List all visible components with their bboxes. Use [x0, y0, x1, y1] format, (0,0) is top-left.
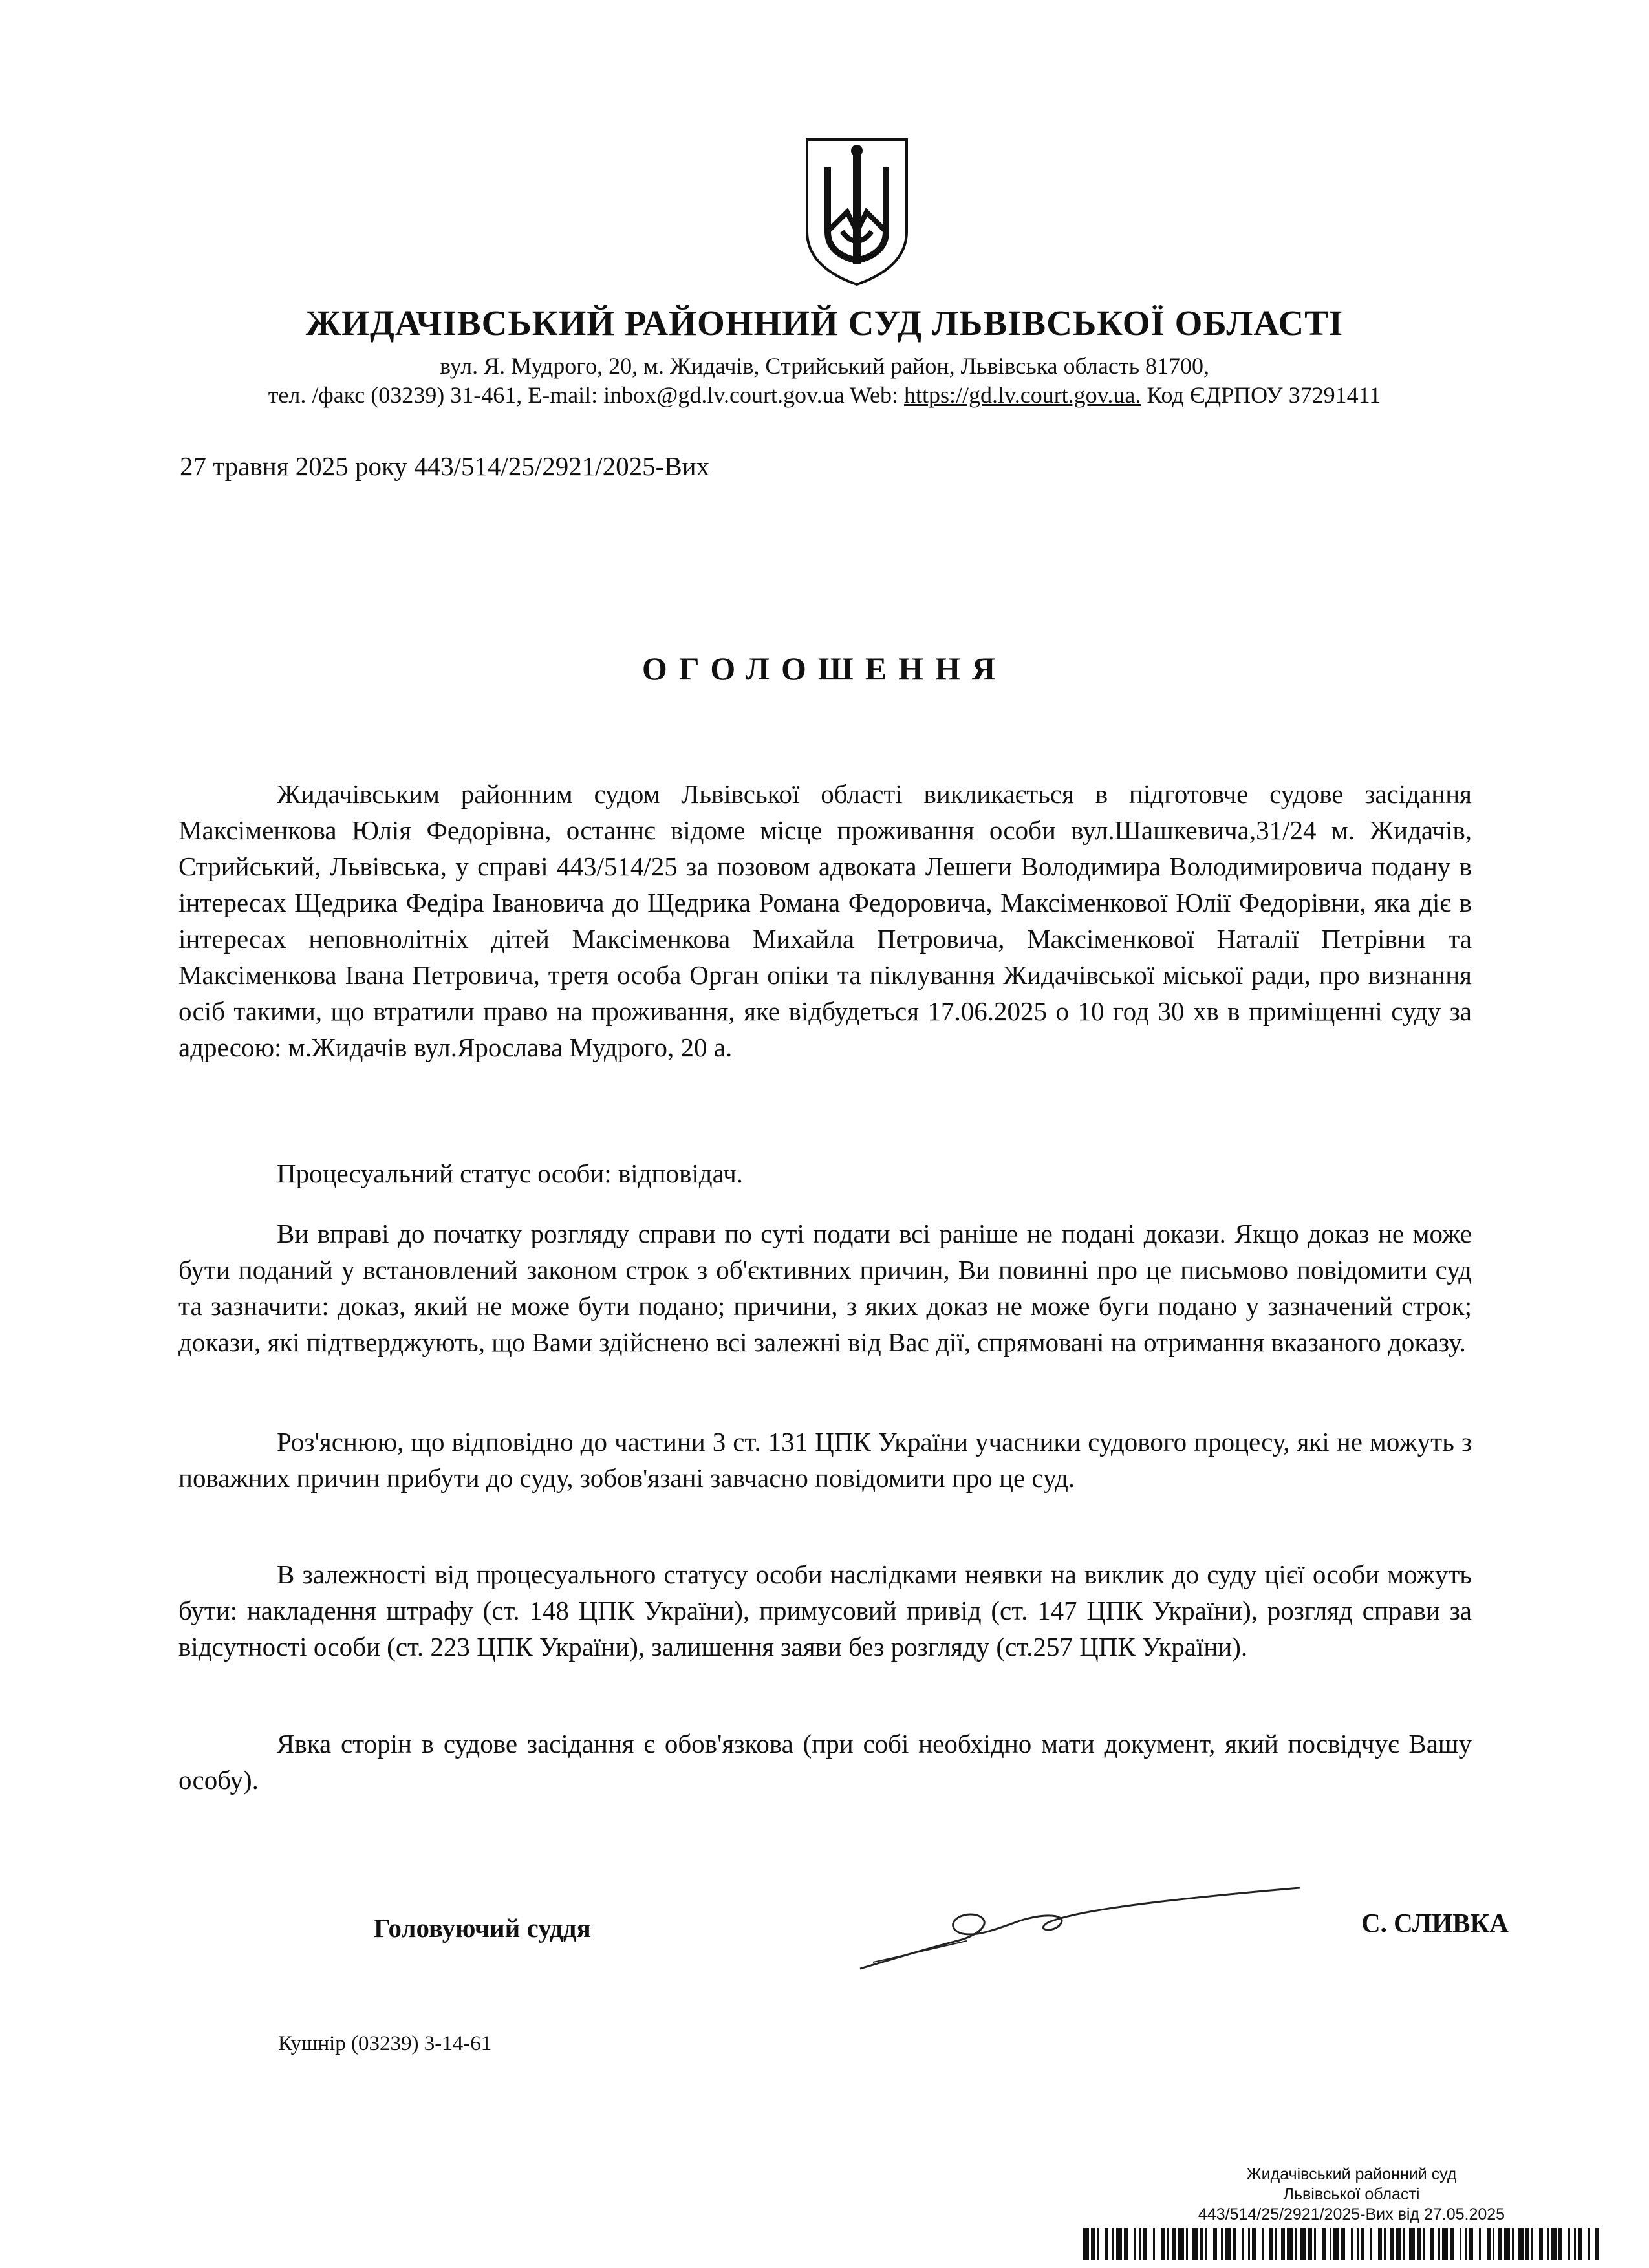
stamp-region-line: Львівської області	[1283, 2185, 1420, 2203]
barcode-bar	[1167, 2228, 1169, 2260]
barcode-bar	[1097, 2228, 1099, 2260]
barcode-bar	[1300, 2228, 1306, 2260]
barcode-bar	[1314, 2228, 1316, 2260]
barcode-bar	[1390, 2228, 1394, 2260]
barcode-bar	[1403, 2228, 1405, 2260]
coat-of-arms-icon	[802, 134, 912, 290]
barcode-bar	[1357, 2228, 1359, 2260]
paragraph-notice-absence: Роз'яснюю, що відповідно до частини 3 ст. 131 ЦПК України учасники судового процесу, які не можуть з поважних причин прибути до суду, зобов'язані завчасно повідомити про це суд.	[178, 1427, 1472, 1493]
barcode-bar	[1124, 2228, 1128, 2260]
handwritten-signature	[854, 1881, 1306, 1978]
barcode-bar	[1384, 2228, 1386, 2260]
barcode-bar	[1493, 2228, 1494, 2260]
paragraph-attendance: Явка сторін в судове засідання є обов'язкова (при собі необхідно мати документ, який посвідчує Вашу особу).	[178, 1729, 1472, 1795]
barcode-bar	[1498, 2228, 1502, 2260]
barcode-bar	[1281, 2228, 1285, 2260]
paragraph-status: Процесуальний статус особи: відповідач.	[277, 1159, 744, 1188]
barcode-bar	[1295, 2228, 1297, 2260]
barcode-bar	[1091, 2228, 1095, 2260]
barcode-bar	[1252, 2228, 1256, 2260]
barcode-bar	[1417, 2228, 1421, 2260]
stamp-court-line: Жидачівський районний суд	[1246, 2165, 1457, 2183]
barcode-bar	[1423, 2228, 1425, 2260]
barcode-bar	[1083, 2228, 1089, 2260]
barcode-bar	[1479, 2228, 1481, 2260]
barcode-bar	[1595, 2228, 1599, 2260]
barcode-bar	[1213, 2228, 1217, 2260]
barcode-bar	[1370, 2228, 1372, 2260]
barcode-bar	[1547, 2228, 1549, 2260]
barcode-bar	[1504, 2228, 1510, 2260]
stamp-number-line: 443/514/25/2921/2025-Вих від 27.05.2025	[1198, 2205, 1505, 2223]
barcode-bar	[1378, 2228, 1382, 2260]
barcode-bar	[1450, 2228, 1454, 2260]
barcode-bar	[1330, 2228, 1331, 2260]
barcode-bar	[1242, 2228, 1244, 2260]
court-name: ЖИДАЧІВСЬКИЙ РАЙОННИЙ СУД ЛЬВІВСЬКОЇ ОБЛАСТІ	[305, 303, 1344, 343]
barcode-bar	[1161, 2228, 1165, 2260]
barcode-bar	[1574, 2228, 1576, 2260]
barcode-bar	[1333, 2228, 1339, 2260]
barcode-bar	[1221, 2228, 1223, 2260]
barcode-bar	[1558, 2228, 1562, 2260]
barcode-bar	[1430, 2228, 1434, 2260]
barcode-bar	[1442, 2228, 1448, 2260]
barcode-bar	[1512, 2228, 1514, 2260]
barcode-bar	[1287, 2228, 1293, 2260]
barcode-bar	[1539, 2228, 1543, 2260]
barcode-bar	[1186, 2228, 1188, 2260]
barcode-bar	[1518, 2228, 1524, 2260]
barcode-bar	[1116, 2228, 1122, 2260]
barcode-bar	[1588, 2228, 1590, 2260]
document-title: ОГОЛОШЕННЯ	[641, 650, 1008, 687]
barcode-bar	[1192, 2228, 1198, 2260]
outgoing-number: 27 травня 2025 року 443/514/25/2921/2025-Вих	[180, 451, 710, 481]
court-address: вул. Я. Мудрого, 20, м. Жидачів, Стрийський район, Львівська область 81700,	[439, 353, 1210, 379]
barcode-bar	[1525, 2228, 1529, 2260]
barcode-bar	[1351, 2228, 1353, 2260]
barcode-bar	[1139, 2228, 1141, 2260]
barcode-bar	[1134, 2228, 1136, 2260]
barcode-bar	[1205, 2228, 1207, 2260]
court-web-link[interactable]: https://gd.lv.court.gov.ua.	[904, 382, 1141, 408]
paragraph-evidence: Ви вправі до початку розгляду справи по суті подати всі раніше не подані докази. Якщо доказ не може бути поданий у встановлений законом строк з об'єктивних причин, Ви повинні про це письмово повідомити суд та зазначити: доказ, який не може бути подано; причини, з яких доказ не може буги подано у зазначений строк; докази, які підтверджують, що Вами здійснено всі залежні від Вас дії, спрямовані на отримання вказаного доказу.	[178, 1219, 1472, 1357]
judge-position: Головуючий суддя	[374, 1913, 591, 1943]
barcode-bar	[1233, 2228, 1236, 2260]
paragraph-consequences: В залежності від процесуального статусу особи наслідками неявки на виклик до суду цієї особи можуть бути: накладення штрафу (ст. 148 ЦПК України), примусовий привід (ст. 147 ЦПК України), розгляд справи за відсутності особи (ст. 223 ЦПК України), залишення заяви без розгляду (ст.257 ЦПК України).	[178, 1559, 1472, 1662]
registration-stamp	[1099, 2165, 1604, 2225]
executor-contact: Кушнір (03239) 3-14-61	[278, 2032, 492, 2055]
barcode-bar	[1409, 2228, 1415, 2260]
barcode-bar	[1262, 2228, 1264, 2260]
barcode-bar	[1178, 2228, 1184, 2260]
barcode-bar	[1308, 2228, 1312, 2260]
barcode-bar	[1275, 2228, 1277, 2260]
barcode-bar	[1105, 2228, 1108, 2260]
barcode-bar	[1153, 2228, 1155, 2260]
barcode-bar	[1269, 2228, 1273, 2260]
barcode-bar	[1460, 2228, 1461, 2260]
paragraph-summons: Жидачівським районним судом Львівської області викликається в підготовче судове засідання Максіменкова Юлія Федорівна, останнє відоме місце проживання особи вул.Шашкевича,31/24 м. Жидачів, Стрийський, Львівська, у справі 443/514/25 за позовом адвоката Лешеги Володимира Володимировича подану в інтересах Щедрика Федіра Івановича до Щедрика Романа Федоровича, Максіменкової Юлії Федорівни, яка діє в інтересах неповнолітніх дітей Максіменкова Михайла Петровича, Максіменкової Наталії Петрівни та Максіменкова Івана Петровича, третя особа Орган опіки та піклування Жидачівської міської ради, про визнання осіб такими, що втратили право на проживання, яке відбудеться 17.06.2025 о 10 год 30 хв в приміщенні суду за адресою: м.Жидачів вул.Ярослава Мудрого, 20 а.	[178, 779, 1472, 1062]
judge-name: С. СЛИВКА	[1361, 1908, 1509, 1938]
barcode-bar	[1551, 2228, 1557, 2260]
barcode-bar	[1487, 2228, 1491, 2260]
court-contacts	[0, 381, 1649, 409]
barcode-bar	[1172, 2228, 1176, 2260]
barcode-bar	[1469, 2228, 1473, 2260]
barcode-bar	[1465, 2228, 1467, 2260]
barcode-bar	[1361, 2228, 1364, 2260]
barcode-bar	[1578, 2228, 1582, 2260]
barcode-bar	[1531, 2228, 1533, 2260]
barcode-bar	[1568, 2228, 1570, 2260]
barcode-bar	[1341, 2228, 1345, 2260]
barcode-bar	[1322, 2228, 1326, 2260]
barcode-bar	[1248, 2228, 1250, 2260]
barcode-bar	[1225, 2228, 1231, 2260]
barcode-bar	[1143, 2228, 1147, 2260]
barcode-bar	[1438, 2228, 1440, 2260]
barcode-bar	[1112, 2228, 1114, 2260]
barcode-bar	[1200, 2228, 1203, 2260]
contacts-prefix: тел. /факс (03239) 31-461, E-mail: inbox@gd.lv.court.gov.ua Web:	[268, 382, 905, 408]
barcode-bar	[1396, 2228, 1401, 2260]
barcode-icon	[1083, 2228, 1600, 2260]
contacts-suffix: Код ЄДРПОУ 37291411	[1141, 382, 1381, 408]
